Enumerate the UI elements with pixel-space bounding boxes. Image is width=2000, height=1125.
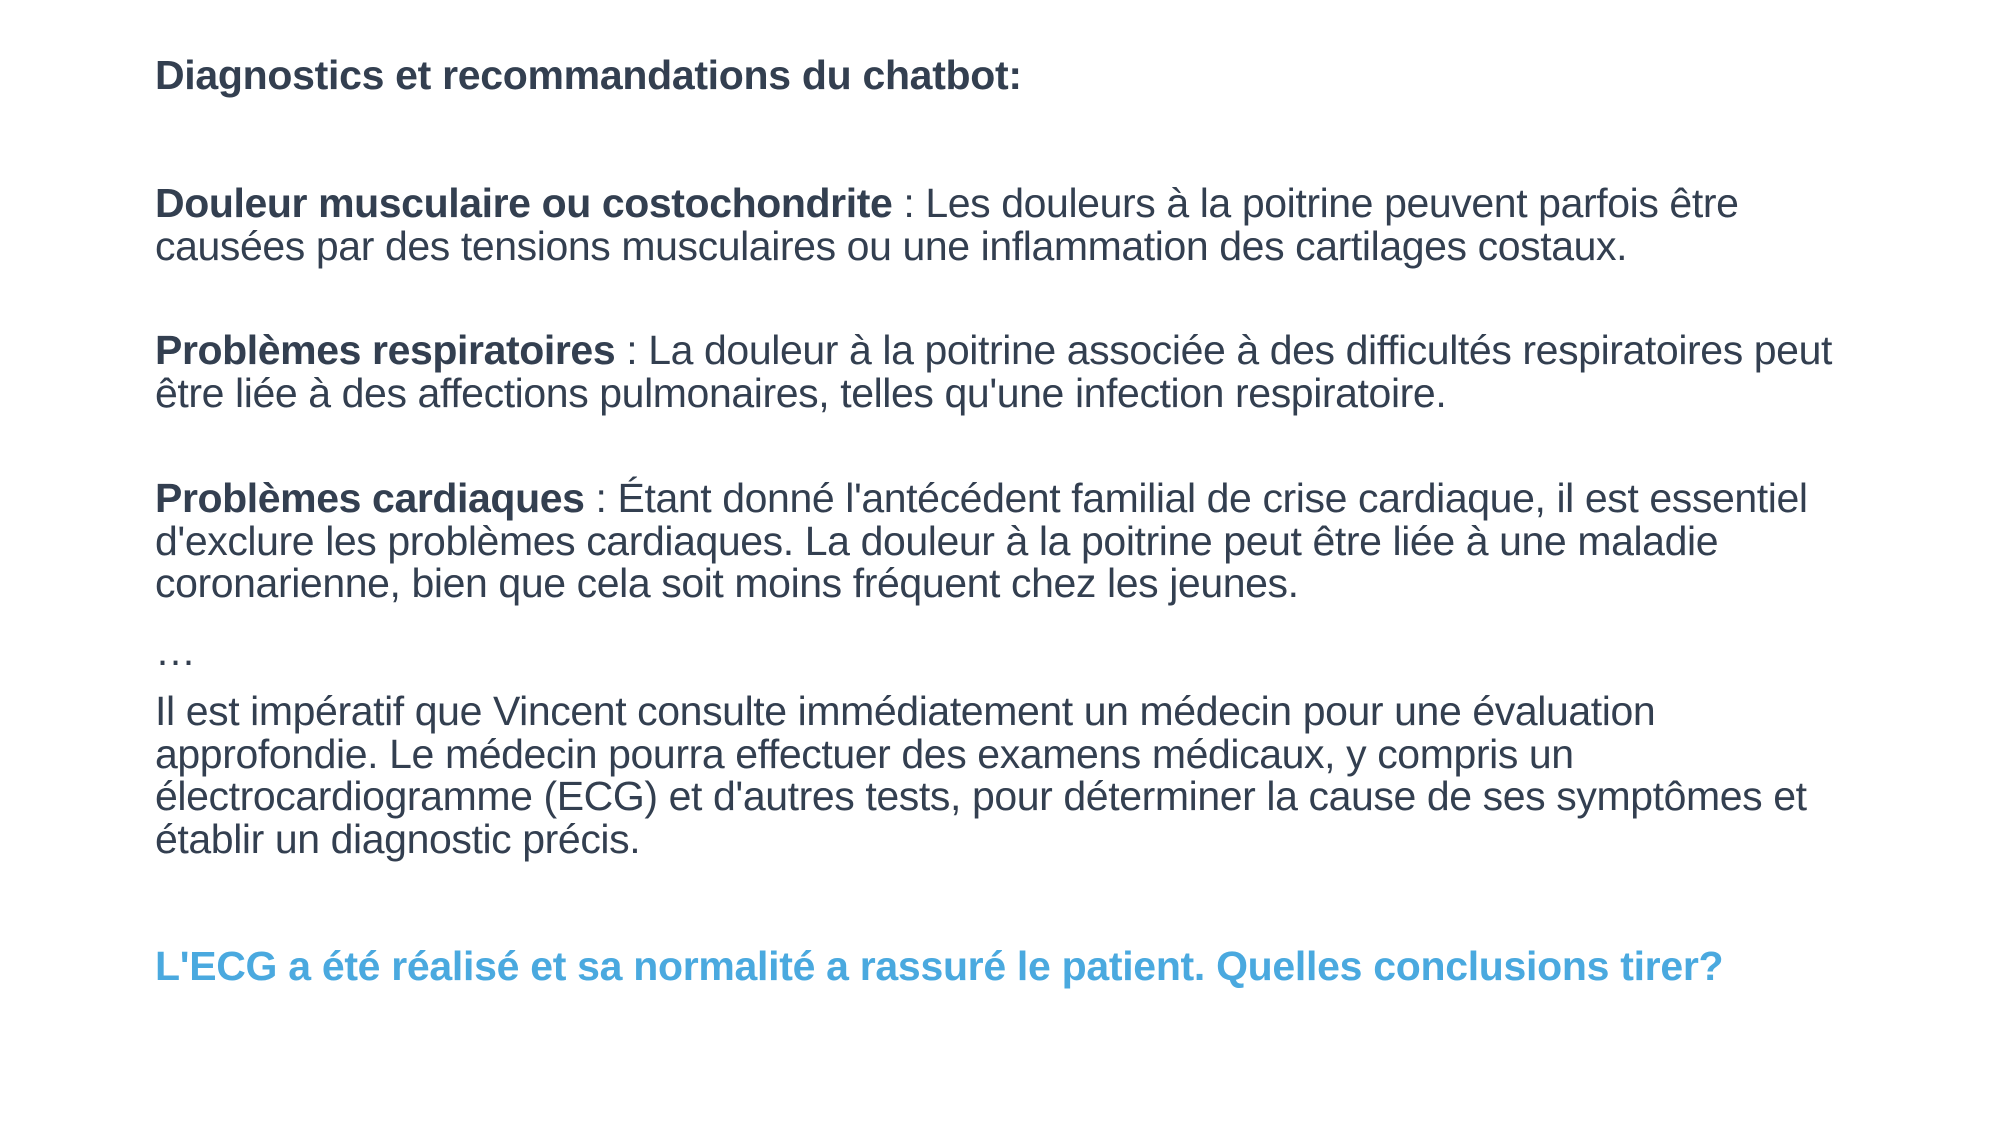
- diagnosis-item-muscular: [155, 182, 1875, 267]
- diagnosis-separator: :: [584, 475, 618, 521]
- diagnosis-text: La douleur à la poitrine associée à des difficultés respiratoires peut être liée à des affections pulmonaires, telles qu'une infection respiratoire.: [155, 327, 1832, 416]
- diagnosis-heading: Problèmes cardiaques: [155, 475, 585, 521]
- diagnosis-heading: Douleur musculaire ou costochondrite: [155, 180, 893, 226]
- diagnosis-text: Les douleurs à la poitrine peuvent parfois être causées par des tensions musculaires ou une inflammation des cartilages costaux.: [155, 180, 1739, 269]
- recommendation-paragraph: Il est impératif que Vincent consulte immédiatement un médecin pour une évaluation approfondie. Le médecin pourra effectuer des examens médicaux, y compris un électrocardiogramme (ECG) et d'autres tests, pour déterminer la cause de ses symptômes et établir un diagnostic précis.: [155, 688, 1807, 862]
- ellipsis: …: [155, 628, 196, 674]
- diagnosis-item-respiratory: [155, 329, 1875, 414]
- diagnosis-separator: :: [892, 180, 926, 226]
- diagnosis-text: Étant donné l'antécédent familial de crise cardiaque, il est essentiel d'exclure les problèmes cardiaques. La douleur à la poitrine peut être liée à une maladie coronarienne, bien que cela soit moins fréquent chez les jeunes.: [155, 475, 1808, 606]
- question-prompt: L'ECG a été réalisé et sa normalité a rassuré le patient. Quelles conclusions tirer?: [155, 943, 1724, 989]
- diagnosis-item-cardiac: [155, 477, 1875, 605]
- diagnosis-separator: :: [615, 327, 649, 373]
- slide-title: Diagnostics et recommandations du chatbot:: [155, 52, 1022, 98]
- diagnosis-heading: Problèmes respiratoires: [155, 327, 616, 373]
